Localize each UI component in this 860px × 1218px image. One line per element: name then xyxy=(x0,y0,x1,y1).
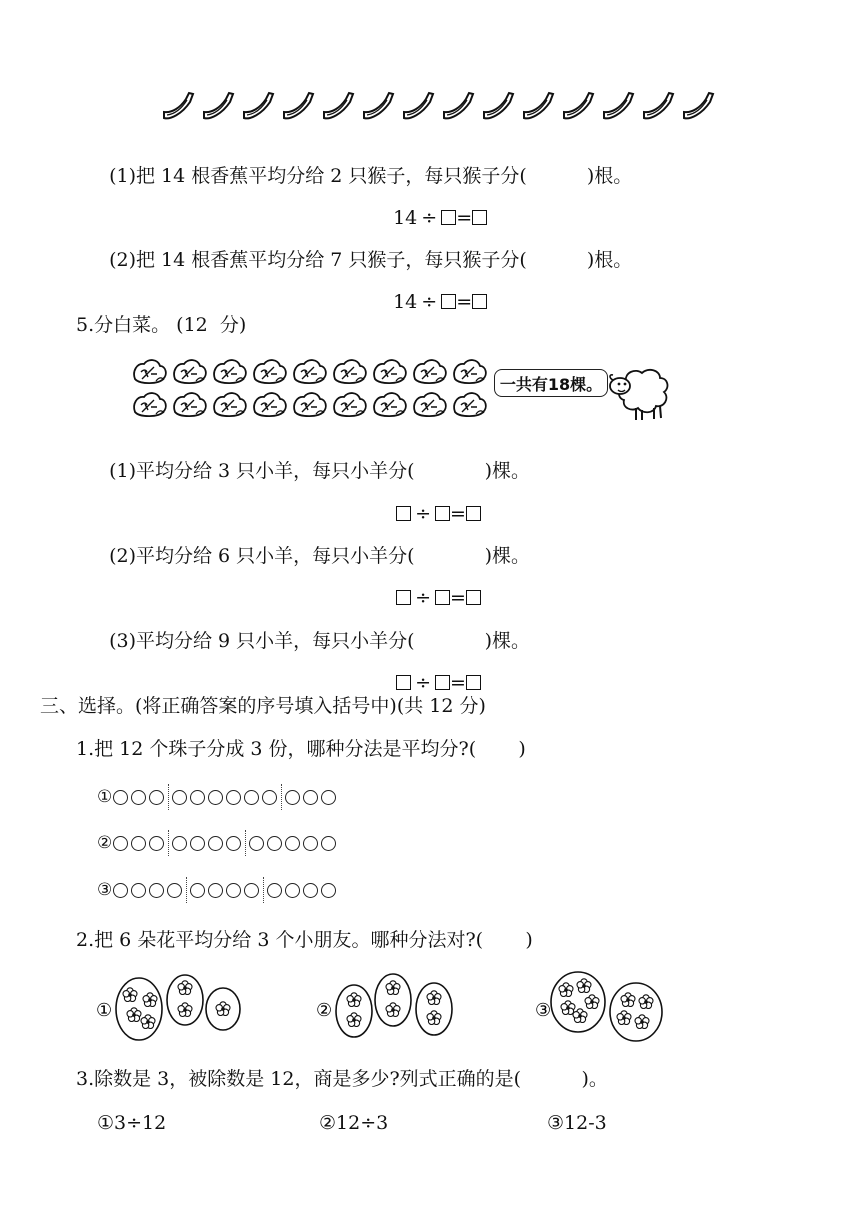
cabbage-icon xyxy=(214,360,246,383)
bead-icon xyxy=(226,790,241,805)
cabbage-icon xyxy=(454,360,486,383)
cabbage-icon xyxy=(294,393,326,416)
bead-icon xyxy=(321,836,336,851)
flower-option-2[interactable] xyxy=(316,974,452,1037)
banana-icon xyxy=(604,93,633,118)
bead-icon xyxy=(113,883,128,898)
bead-icon xyxy=(190,790,205,805)
answer-box[interactable] xyxy=(396,675,411,690)
q3-option-1[interactable]: ①3÷12 xyxy=(97,1112,167,1134)
cabbage-icon xyxy=(414,393,446,416)
bead-icon xyxy=(226,883,241,898)
banana-icon xyxy=(564,93,593,118)
bead-icon xyxy=(113,790,128,805)
option-label: ① xyxy=(96,1000,113,1021)
answer-box[interactable] xyxy=(441,210,456,225)
banana-icon xyxy=(684,93,713,118)
cabbage-icon xyxy=(214,393,246,416)
bead-icon xyxy=(244,883,259,898)
speech-bubble: 一共有18棵。 xyxy=(494,369,608,397)
q5-sub3: (3)平均分给 9 只小羊，每只小羊分( )棵。 xyxy=(109,630,531,652)
q5-title: 5.分白菜。 (12 分) xyxy=(76,314,247,336)
option-label: ③ xyxy=(535,1000,552,1021)
group-divider xyxy=(245,830,246,856)
bead-icon xyxy=(267,836,282,851)
option-label: ② xyxy=(97,833,113,853)
cabbage-icon xyxy=(174,393,206,416)
answer-box[interactable] xyxy=(396,506,411,521)
banana-icon xyxy=(404,93,433,118)
bead-icon xyxy=(208,836,223,851)
bead-icon xyxy=(167,883,182,898)
bead-icon xyxy=(285,883,300,898)
answer-box[interactable] xyxy=(435,675,450,690)
q4-equation-1: 14 ÷ = xyxy=(381,190,487,228)
bead-icon xyxy=(131,883,146,898)
banana-icon xyxy=(644,93,673,118)
bead-icon xyxy=(321,790,336,805)
q4-sub2: (2)把 14 根香蕉平均分给 7 只猴子，每只猴子分( )根。 xyxy=(109,249,633,271)
cabbage-icon xyxy=(134,360,166,383)
q3-option-3[interactable]: ③12-3 xyxy=(547,1112,607,1134)
bead-icon xyxy=(149,790,164,805)
cabbage-icon xyxy=(454,393,486,416)
flower-option-3[interactable] xyxy=(535,972,662,1041)
q5-equation-2: ÷ = xyxy=(384,570,481,608)
bead-icon xyxy=(208,883,223,898)
banana-icon xyxy=(204,93,233,118)
answer-box[interactable] xyxy=(435,506,450,521)
bead-option-1[interactable] xyxy=(97,786,339,808)
group-divider xyxy=(263,877,264,903)
bead-icon xyxy=(303,883,318,898)
bead-icon xyxy=(172,790,187,805)
option-label: ① xyxy=(97,787,113,807)
bead-icon xyxy=(131,790,146,805)
q5-equation-3: ÷ = xyxy=(384,655,481,693)
answer-box[interactable] xyxy=(441,294,456,309)
bead-icon xyxy=(321,883,336,898)
answer-box[interactable] xyxy=(466,506,481,521)
group-divider xyxy=(168,830,169,856)
bead-icon xyxy=(285,790,300,805)
q4-sub1: (1)把 14 根香蕉平均分给 2 只猴子，每只猴子分( )根。 xyxy=(109,165,633,187)
q5-equation-1: ÷ = xyxy=(384,486,481,524)
cabbage-icon xyxy=(174,360,206,383)
s3-q2: 2.把 6 朵花平均分给 3 个小朋友。哪种分法对?( ) xyxy=(76,929,533,951)
banana-icon xyxy=(444,93,473,118)
banana-icon xyxy=(524,93,553,118)
group-divider xyxy=(186,877,187,903)
bead-option-2[interactable] xyxy=(97,832,339,854)
bead-icon xyxy=(267,883,282,898)
cabbage-icon xyxy=(134,393,166,416)
bead-icon xyxy=(190,836,205,851)
q3-option-2[interactable]: ②12÷3 xyxy=(319,1112,389,1134)
bead-icon xyxy=(172,836,187,851)
flower-option-1[interactable] xyxy=(96,975,240,1040)
banana-icon xyxy=(284,93,313,118)
bead-icon xyxy=(262,790,277,805)
cabbage-icon xyxy=(254,360,286,383)
group-divider xyxy=(281,784,282,810)
cabbage-illustration xyxy=(0,354,860,424)
answer-box[interactable] xyxy=(435,590,450,605)
banana-row xyxy=(0,88,860,128)
option-label: ③ xyxy=(97,880,113,900)
answer-box[interactable] xyxy=(466,675,481,690)
q5-sub2: (2)平均分给 6 只小羊，每只小羊分( )棵。 xyxy=(109,545,531,567)
cabbage-icon xyxy=(334,360,366,383)
bead-icon xyxy=(303,836,318,851)
s3-q1: 1.把 12 个珠子分成 3 份，哪种分法是平均分?( ) xyxy=(76,738,526,760)
section3-title: 三、选择。(将正确答案的序号填入括号中)(共 12 分) xyxy=(40,695,486,717)
cabbage-icon xyxy=(374,393,406,416)
bead-icon xyxy=(113,836,128,851)
bead-icon xyxy=(249,836,264,851)
answer-box[interactable] xyxy=(396,590,411,605)
cabbage-icon xyxy=(414,360,446,383)
bead-icon xyxy=(190,883,205,898)
bead-icon xyxy=(149,883,164,898)
banana-icon xyxy=(364,93,393,118)
cabbage-icon xyxy=(334,393,366,416)
bead-icon xyxy=(131,836,146,851)
answer-box[interactable] xyxy=(472,294,487,309)
bead-icon xyxy=(285,836,300,851)
s3-q3: 3.除数是 3，被除数是 12，商是多少?列式正确的是( )。 xyxy=(76,1068,608,1090)
flower-options xyxy=(0,968,860,1048)
bead-icon xyxy=(303,790,318,805)
cabbage-icon xyxy=(374,360,406,383)
bead-icon xyxy=(208,790,223,805)
option-label: ② xyxy=(316,1000,333,1021)
banana-icon xyxy=(244,93,273,118)
group-divider xyxy=(168,784,169,810)
bead-icon xyxy=(149,836,164,851)
cabbage-icon xyxy=(254,393,286,416)
q5-sub1: (1)平均分给 3 只小羊，每只小羊分( )棵。 xyxy=(109,460,531,482)
answer-box[interactable] xyxy=(466,590,481,605)
q4-equation-2: 14 ÷ = xyxy=(381,274,487,312)
sheep-icon xyxy=(606,364,676,424)
cabbage-icon xyxy=(294,360,326,383)
banana-icon xyxy=(484,93,513,118)
answer-box[interactable] xyxy=(472,210,487,225)
bead-option-3[interactable] xyxy=(97,879,339,901)
bead-icon xyxy=(244,790,259,805)
banana-icon xyxy=(324,93,353,118)
banana-icon xyxy=(164,93,193,118)
bead-icon xyxy=(226,836,241,851)
